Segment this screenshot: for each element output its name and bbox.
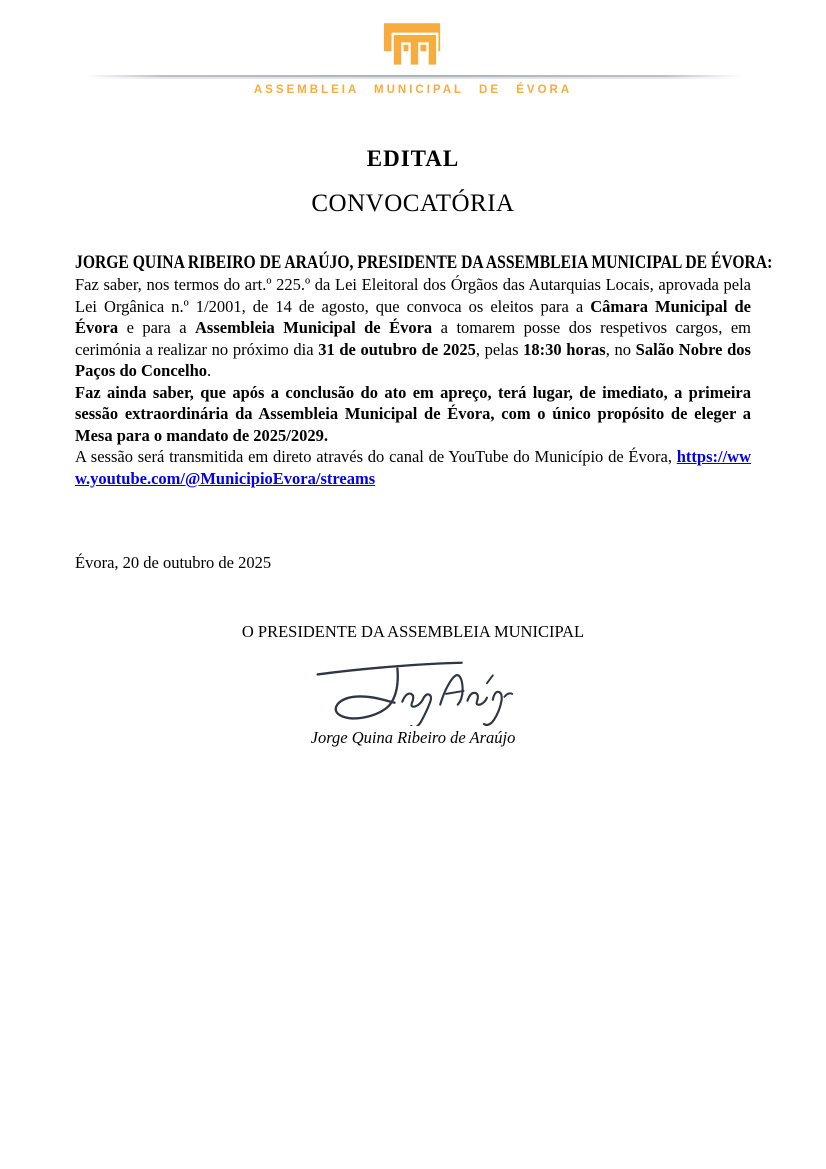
paragraph-convocation: Faz saber, nos termos do art.º 225.º da Lei Eleitoral dos Órgãos das Autarquias Locais, aprovada pela Lei Orgânica n.º 1/2001, de 14 de agosto, que convoca os eleitos para a Câmara Municipal de Évora e para a Assembleia Municipal de Évora a tomarem posse dos respetivos cargos, em cerimónia a realizar no próximo dia 31 de outubro de 2025, pelas 18:30 horas, no Salão Nobre dos Paços do Concelho. [75,275,751,380]
paragraph-extraordinary-session: Faz ainda saber, que após a conclusão do ato em apreço, terá lugar, de imediato, a primeira sessão extraordinária da Assembleia Municipal de Évora, com o único propósito de eleger a Mesa para o mandato de 2025/2029. [75,382,751,445]
org-name: ASSEMBLEIA MUNICIPAL DE ÉVORA [253,84,573,96]
signature-image [301,654,525,726]
header-divider [84,75,742,79]
issuer-heading: JORGE QUINA RIBEIRO DE ARAÚJO, PRESIDENTE DA ASSEMBLEIA MUNICIPAL DE ÉVORA: [75,253,773,273]
place-date-line: Évora, 20 de outubro de 2025 [75,553,272,572]
document-subtitle: CONVOCATÓRIA [311,190,515,217]
paragraph-broadcast: A sessão será transmitida em direto através do canal de YouTube do Município de Évora, https://www.youtube.com/@MunicipioEvora/streams [75,447,751,488]
president-role-line: O PRESIDENTE DA ASSEMBLEIA MUNICIPAL [241,622,585,641]
signer-name: Jorge Quina Ribeiro de Araújo [310,728,516,747]
document-body [75,146,773,748]
assembleia-evora-logo-icon [382,22,444,67]
document-title: EDITAL [366,146,460,171]
youtube-stream-link[interactable]: https://www.youtube.com/@MunicipioEvora/streams [75,447,751,488]
document-header [0,0,826,96]
